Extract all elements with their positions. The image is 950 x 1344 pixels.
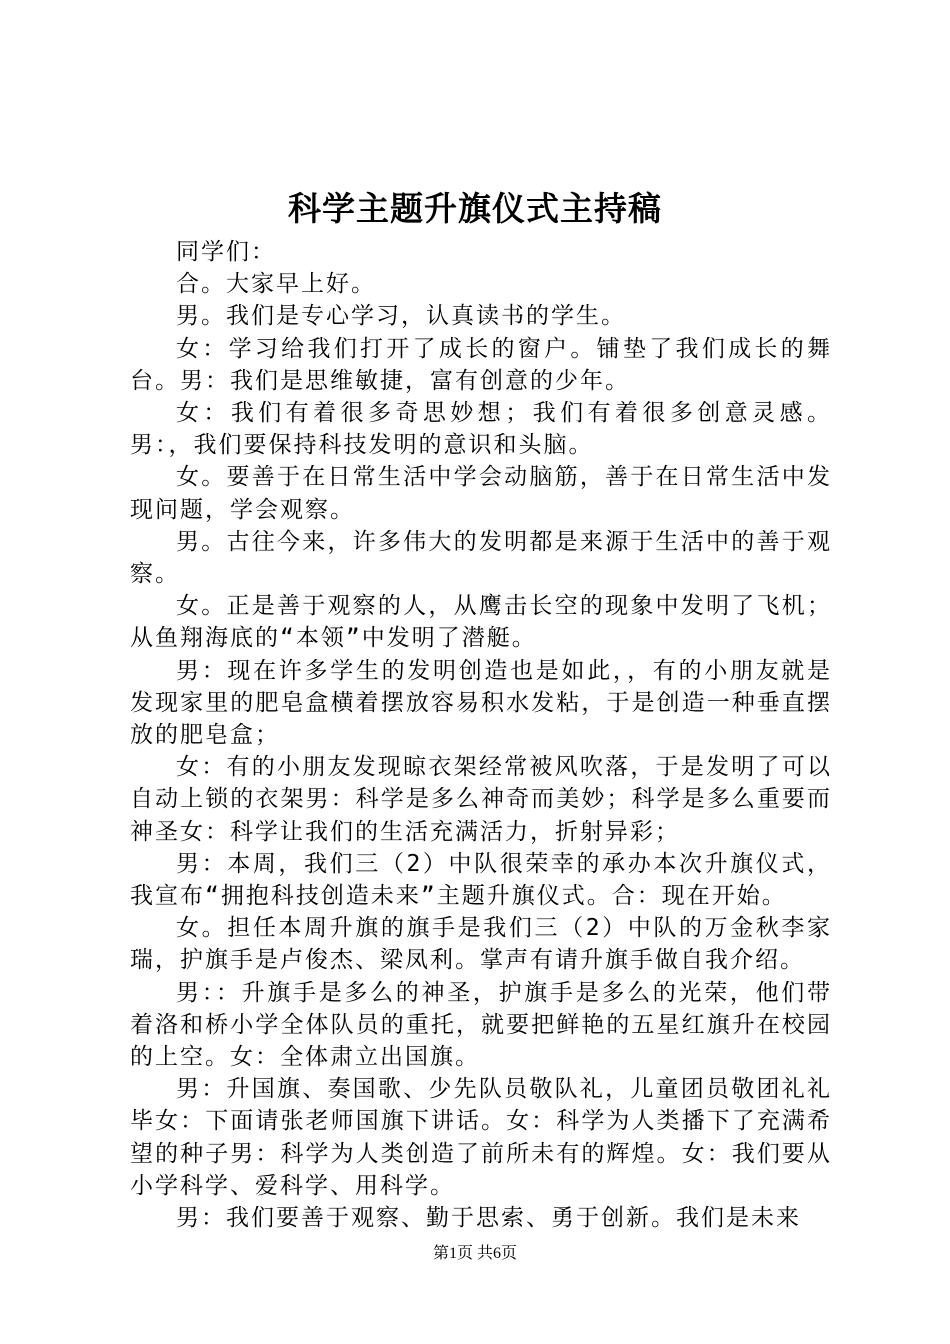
document-body — [130, 236, 832, 1234]
paragraph: 女：有的小朋友发现晾衣架经常被风吹落，于是发明了可以自动上锁的衣架男：科学是多么神奇而美妙；科学是多么重要而神圣女：科学让我们的生活充满活力，折射异彩； — [130, 754, 832, 845]
page-footer: 第1页 共6页 — [432, 1245, 517, 1262]
paragraph: 男。古往今来，许多伟大的发明都是来源于生活中的善于观察。 — [130, 528, 832, 588]
paragraph: 男：现在许多学生的发明创造也是如此，，有的小朋友就是发现家里的肥皂盒横着摆放容易积水发粘，于是创造一种垂直摆放的肥皂盒； — [130, 657, 832, 749]
paragraph: 合。大家早上好。 — [176, 271, 376, 298]
paragraph: 男：升国旗、奏国歌、少先队员敬队礼，儿童团员敬团礼礼毕女：下面请张老师国旗下讲话。女：科学为人类播下了充满希望的种子男：科学为人类创造了前所未有的辉煌。女：我们要从小学科学、爱科学、用科学。 — [130, 1076, 832, 1199]
paragraph: 女。正是善于观察的人，从鹰击长空的现象中发明了飞机；从鱼翔海底的“本领”中发明了潜艇。 — [130, 593, 832, 652]
paragraph: 女。担任本周升旗的旗手是我们三（2）中队的万金秋李家瑞，护旗手是卢俊杰、梁凤利。掌声有请升旗手做自我介绍。 — [130, 915, 832, 974]
paragraph: 同学们： — [176, 239, 276, 265]
paragraph: 女：学习给我们打开了成长的窗户。铺垫了我们成长的舞台。男：我们是思维敏捷，富有创意的少年。 — [130, 335, 832, 394]
paragraph: 女：我们有着很多奇思妙想；我们有着很多创意灵感。男：，我们要保持科技发明的意识和头脑。 — [130, 400, 832, 459]
paragraph: 男。我们是专心学习，认真读书的学生。 — [176, 303, 626, 330]
paragraph: 男：本周，我们三（2）中队很荣幸的承办本次升旗仪式，我宣布“拥抱科技创造未来”主题升旗仪式。合：现在开始。 — [130, 850, 832, 910]
paragraph: 女。要善于在日常生活中学会动脑筋，善于在日常生活中发现问题，学会观察。 — [130, 464, 832, 523]
document-title: 科学主题升旗仪式主持稿 — [288, 189, 662, 228]
paragraph: 男：我们要善于观察、勤于思索、勇于创新。我们是未来 — [176, 1205, 801, 1232]
paragraph: 男：：升旗手是多么的神圣，护旗手是多么的光荣，他们带着洛和桥小学全体队员的重托，就要把鲜艳的五星红旗升在校园的上空。女：全体肃立出国旗。 — [130, 979, 832, 1071]
